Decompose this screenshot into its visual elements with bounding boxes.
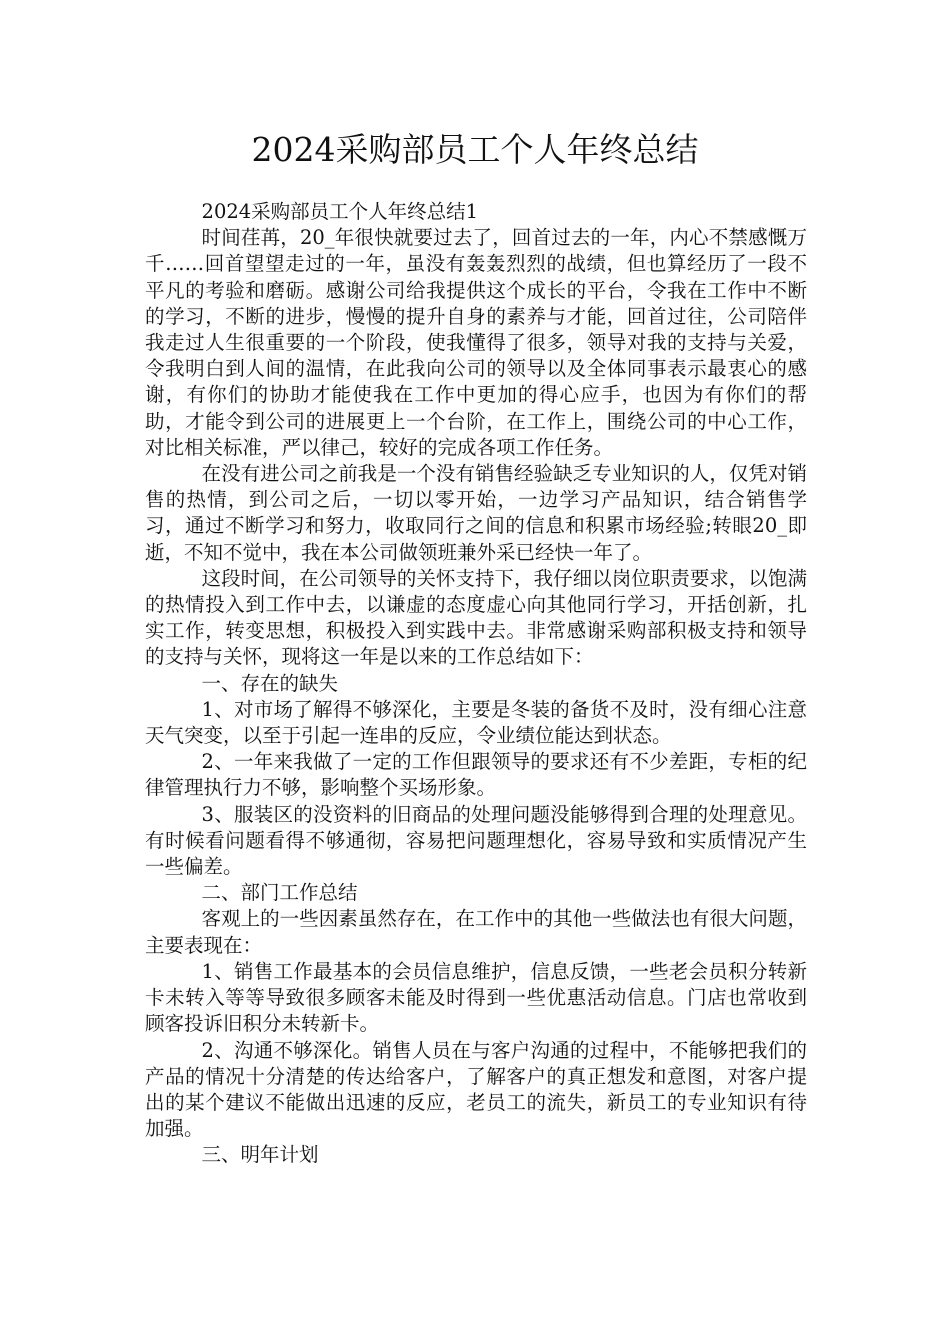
section-heading: 三、明年计划 [201, 1143, 319, 1167]
section-heading: 二、部门工作总结 [201, 881, 358, 905]
body-paragraph: 客观上的一些因素虽然存在，在工作中的其他一些做法也有很大问题，主要表现在： [145, 907, 807, 957]
list-item: 3、服装区的没资料的旧商品的处理问题没能够得到合理的处理意见。有时候看问题看得不够通彻，容易把问题理想化，容易导致和实质情况产生一些偏差。 [145, 802, 807, 879]
document-body [145, 199, 807, 1169]
list-item: 1、对市场了解得不够深化，主要是冬装的备货不及时，没有细心注意天气突变，以至于引起一连串的反应，令业绩位能达到状态。 [145, 697, 807, 748]
body-paragraph: 时间荏苒，20_年很快就要过去了，回首过去的一年，内心不禁感慨万千……回首望望走过的一年，虽没有轰轰烈烈的战绩，但也算经历了一段不平凡的考验和磨砺。感谢公司给我提供这个成长的平台，令我在工作中不断的学习，不断的进步，慢慢的提升自身的素养与才能，回首过往，公司陪伴我走过人生很重要的一个阶段，使我懂得了很多，领导对我的支持与关爱，令我明白到人间的温情，在此我向公司的领导以及全体同事表示最衷心的感谢，有你们的协助才能使我在工作中更加的得心应手，也因为有你们的帮助，才能令到公司的进展更上一个台阶，在工作上，围绕公司的中心工作，对比相关标准，严以律己，较好的完成各项工作任务。 [145, 226, 807, 459]
list-item: 1、销售工作最基本的会员信息维护，信息反馈，一些老会员积分转新卡未转入等等导致很多顾客未能及时得到一些优惠活动信息。门店也常收到顾客投诉旧积分未转新卡。 [145, 959, 807, 1036]
body-paragraph: 这段时间，在公司领导的关怀支持下，我仔细以岗位职责要求，以饱满的热情投入到工作中去，以谦虚的态度虚心向其他同行学习，开括创新，扎实工作，转变思想，积极投入到实践中去。非常感谢采购部积极支持和领导的支持与关怀，现将这一年是以来的工作总结如下： [145, 566, 807, 669]
list-item: 2、一年来我做了一定的工作但跟领导的要求还有不少差距，专柜的纪律管理执行力不够，影响整个买场形象。 [145, 750, 807, 800]
document-title: 2024采购部员工个人年终总结 [251, 130, 699, 169]
list-item: 2、沟通不够深化。销售人员在与客户沟通的过程中，不能够把我们的产品的情况十分清楚的传达给客户，了解客户的真正想发和意图，对客户提出的某个建议不能做出迅速的反应，老员工的流失，新员工的专业知识有待加强。 [145, 1038, 807, 1141]
section-heading: 一、存在的缺失 [201, 671, 339, 695]
body-paragraph: 在没有进公司之前我是一个没有销售经验缺乏专业知识的人，仅凭对销售的热情，到公司之后，一切以零开始，一边学习产品知识，结合销售学习，通过不断学习和努力，收取同行之间的信息和积累市场经验;转眼20_即逝，不知不觉中，我在本公司做领班兼外采已经快一年了。 [145, 462, 807, 564]
section-subtitle: 2024采购部员工个人年终总结1 [201, 200, 479, 223]
